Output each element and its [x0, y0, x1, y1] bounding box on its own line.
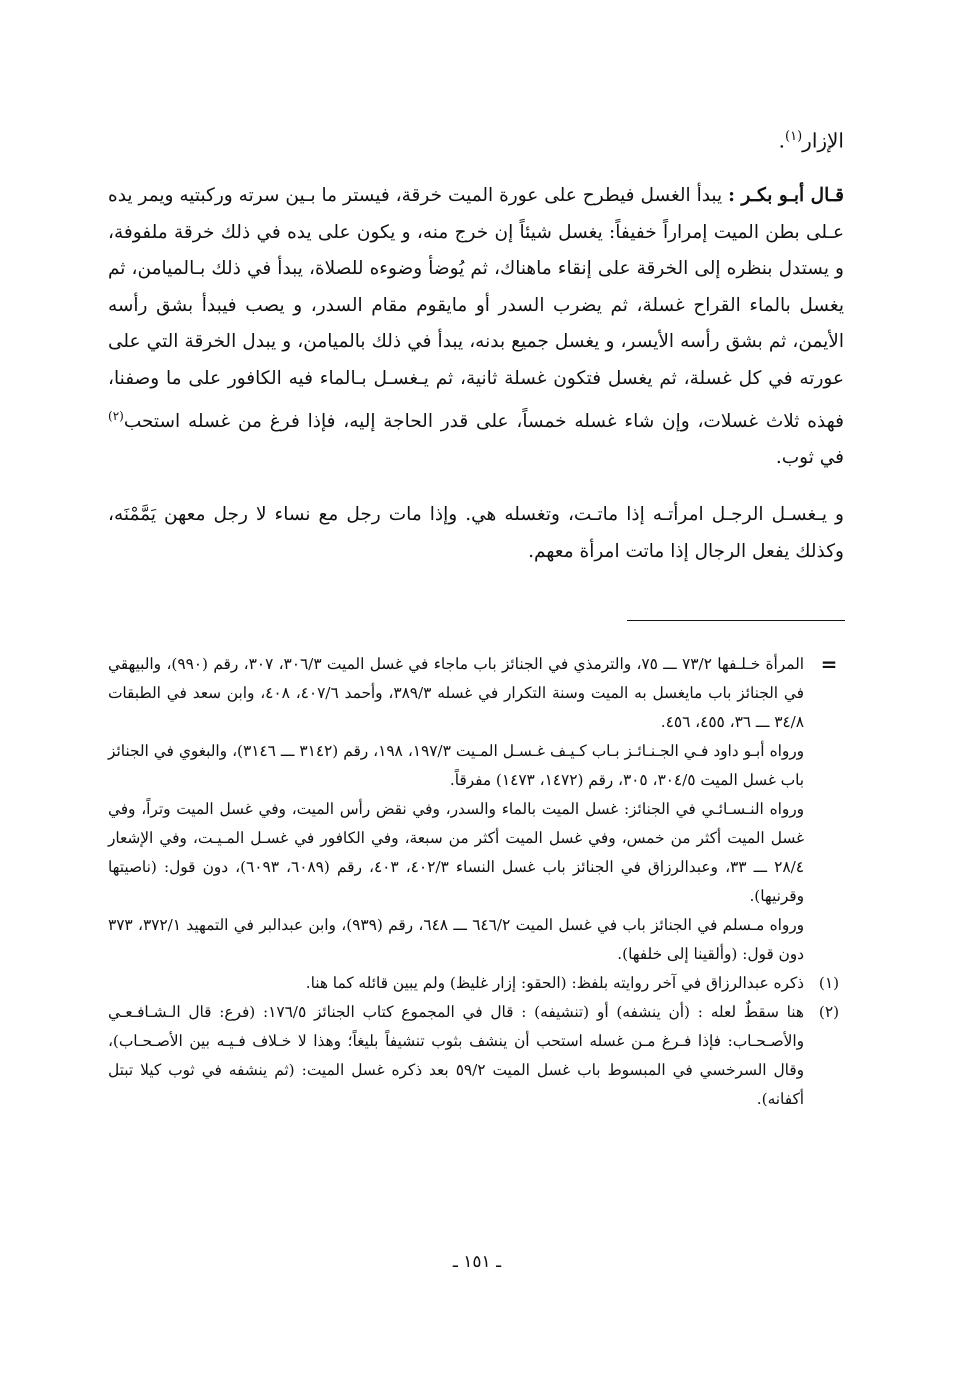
paragraph-1-end: في ثوب.	[775, 447, 844, 469]
footnote-1-mark: (١)	[818, 974, 840, 992]
continuation-para: المرأة خـلـفها ٧٣/٢ ـــ ٧٥، والترمذي في الجنائز باب ماجاء في غسل الميت ٣٠٦/٣، ٣٠٧، رقم (٩٩٠)، والبيهقي في الجنائز باب مايغسل به الميت وسنة التكرار في غسله ٣٨٩/٣، وأحمد ٤٠٧/٦، ٤٠٨، وابن سعد في الطبقات ٣٤/٨ ـــ ٣٦، ٤٥٥، ٤٥٦.	[108, 655, 804, 731]
footnote-ref-2: (٢)	[108, 408, 124, 423]
carryover-line	[779, 122, 844, 156]
continuation-para: ورواه مـسلم في الجنائز باب في غسل الميت ٦٤٦/٢ ـــ ٦٤٨، رقم (٩٣٩)، وابن عبدالبر في التمهيد ٣٧٢/١، ٣٧٣ دون قول: (وألقينا إلى خلفها).	[108, 916, 805, 963]
continuation-mark: =	[820, 652, 838, 676]
footnote-1-text: ذكره عبدالرزاق في آخر روايته بلفظ: (الحقو: إزار غليظ) ولم يبين قائله كما هنا.	[305, 974, 804, 992]
continuation-para: ورواه أبـو داود فـي الجـنـائـز بـاب كـيـف غـسـل المـيت ١٩٧/٣، ١٩٨، رقم (٣١٤٢ ـــ ٣١٤٦)، والبغوي في الجنائز باب غسل الميت ٣٠٤/٥، ٣٠٥، رقم (١٤٧٢، ١٤٧٣) مفرقاً.	[108, 742, 804, 789]
footnote-1	[108, 969, 844, 998]
footnote-ref-1: (١)	[785, 129, 803, 144]
paragraph-1-body: يبدأ الغسل فيطرح على عورة الميت خرقة، فيستر ما بـين سرته وركبتيه ويمر يده عـلى بطن الميت إمراراً خفيفاً: يغسل شيئاً إن خرج منه، و يكون على يده في ذلك خرقة ملفوفة، و يستدل بنظره إلى الخرقة على إنقاء ماهناك، ثم يُوضأ وضوءه للصلاة، يبدأ في ذلك بـالميامن، ثم يغسل بالماء القراح غسلة، ثم يضرب السدر أو مايقوم مقام السدر، و يصب فيبدأ بشق رأسه الأيمن، ثم بشق رأسه الأيسر، و يغسل جميع بدنه، يبدأ في ذلك بالميامن، و يبدل الخرقة التي على عورته في كل غسلة، ثم يغسل فتكون غسلة ثانية، ثم يـغسـل بـالماء فيه الكافور على ما وصفنا، فهذه ثلاث غسلات، وإن شاء غسله خمساً، على قدر الحاجة إليه، فإذا فرغ من غسله استحب	[108, 185, 844, 432]
footnote-separator	[627, 620, 845, 621]
speaker-label: قـال أبـو بكـر :	[728, 185, 844, 206]
carryover-end: .	[778, 128, 786, 153]
footnotes	[108, 650, 844, 1114]
main-text	[108, 178, 844, 590]
paragraph-spouse: و يـغسـل الرجـل امرأتـه إذا ماتـت، وتغسله هي. وإذا مات رجل مع نساء لا رجل معهن يَمَّمْنَه، وكذلك يفعل الرجال إذا ماتت امرأة معهم.	[108, 503, 844, 562]
carryover-word: الإزار	[802, 128, 844, 153]
footnote-2-text: هنا سقطٌ لعله : (أن ينشفه) أو (تنشيفه) : قال في المجموع كتاب الجنائز ١٧٦/٥: (فرع: قال الـشـافـعـي والأصـحـاب: فإذا فـرغ مـن غسله استحب أن ينشف بثوب تنشيفاً بليغاً؛ وهذا لا خـلاف فـيـه بين الأصـحـاب)، وقال السرخسي في المبسوط باب غسل الميت ٥٩/٢ بعد ذكره غسل الميت: (ثم ينشفه في ثوب كيلا تبتل أكفانه).	[108, 1003, 804, 1108]
footnote-2-mark: (٢)	[818, 1003, 840, 1021]
page-number: ـ ١٥١ ـ	[452, 1252, 502, 1272]
footnote-2	[108, 998, 844, 1114]
continuation-para: ورواه النـسـائـي في الجنائز: غسل الميت بالماء والسدر، وفي نقض رأس الميت، وفي غسل الميت وتراً، وفي غسل الميت أكثر من خمس، وفي غسل الميت أكثر من سبعة، وفي الكافور في غسـل المـيـت، وفي الإشعار ٢٨/٤ ـــ ٣٣، وعبدالرزاق في الجنائز باب غسل النساء ٤٠٢/٣، ٤٠٣، رقم (٦٠٨٩، ٦٠٩٣)، دون قول: (ناصيتها وقرنيها).	[108, 800, 804, 905]
paragraph-washing	[108, 178, 844, 477]
footnote-continuation	[108, 650, 844, 969]
